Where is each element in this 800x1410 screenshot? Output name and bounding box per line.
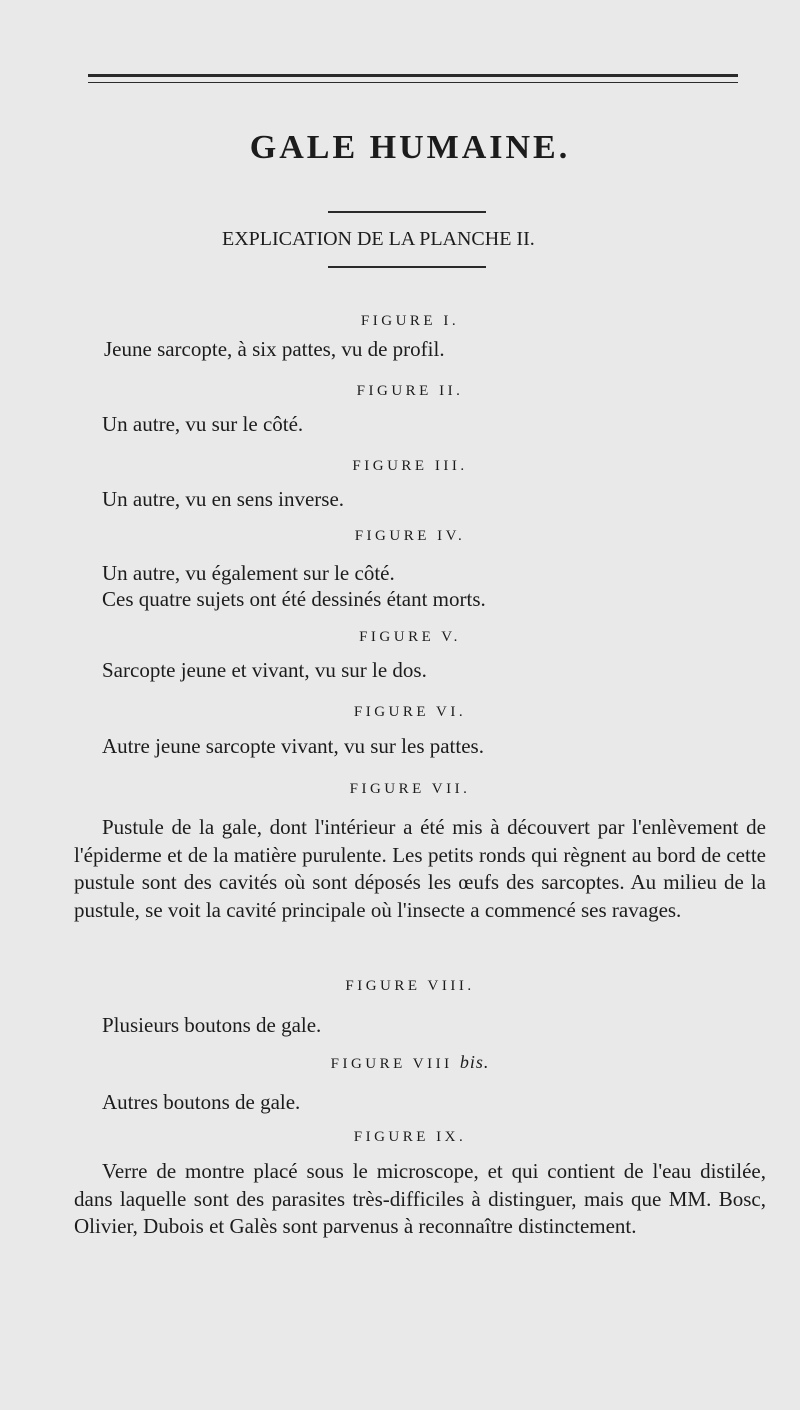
- figure-caption-2: Un autre, vu sur le côté.: [102, 412, 304, 436]
- figure-caption-1: Jeune sarcopte, à six pattes, vu de profil.: [104, 337, 445, 361]
- header-rule-thin: [88, 82, 738, 83]
- subtitle-rule-top: [328, 211, 486, 213]
- figure-heading-4: FIGURE IV.: [354, 528, 466, 544]
- header-rule-thick: [88, 74, 738, 77]
- figure-caption-8: Plusieurs boutons de gale.: [102, 1013, 322, 1037]
- figure-heading-3: FIGURE III.: [352, 458, 468, 474]
- figure-heading-8-bis-main: FIGURE VIII: [330, 1056, 453, 1072]
- figure-caption-5: Sarcopte jeune et vivant, vu sur le dos.: [102, 658, 427, 682]
- page-title: GALE HUMAINE.: [249, 129, 571, 166]
- figure-heading-6: FIGURE VI.: [353, 704, 467, 720]
- figure-caption-4-line-1: Un autre, vu également sur le côté.: [102, 561, 395, 585]
- figure-heading-8-bis: [0, 1052, 800, 1074]
- figure-caption-9: Verre de montre placé sous le microscope, et qui contient de l'eau distilée, dans laquelle sont des parasites très-difficiles à distinguer, mais que MM. Bosc, Olivier, Dubois et Galès sont parvenus à reconnaître distinctement.: [74, 1159, 766, 1238]
- figure-caption-4-line-2: Ces quatre sujets ont été dessinés étant morts.: [102, 587, 486, 611]
- plate-subtitle: EXPLICATION DE LA PLANCHE II.: [222, 228, 535, 250]
- figure-caption-3: Un autre, vu en sens inverse.: [102, 487, 345, 511]
- figure-heading-8-bis-suffix: bis.: [459, 1052, 490, 1072]
- figure-heading-8: FIGURE VIII.: [345, 978, 475, 994]
- figure-heading-1: FIGURE I.: [360, 313, 460, 329]
- figure-caption-7: Pustule de la gale, dont l'intérieur a été mis à découvert par l'enlèvement de l'épiderme et de la matière purulente. Les petits ronds qui règnent au bord de cette pustule sont des cavités où sont déposés les œufs des sarcoptes. Au milieu de la pustule, se voit la cavité principale où l'insecte a commencé ses ravages.: [74, 815, 766, 922]
- figure-heading-7: FIGURE VII.: [349, 781, 471, 797]
- figure-caption-6: Autre jeune sarcopte vivant, vu sur les pattes.: [102, 734, 484, 758]
- subtitle-rule-bottom: [328, 266, 486, 268]
- figure-caption-8-bis: Autres boutons de gale.: [102, 1090, 301, 1114]
- figure-heading-9: FIGURE IX.: [353, 1129, 467, 1145]
- figure-heading-2: FIGURE II.: [356, 383, 464, 399]
- figure-heading-5: FIGURE V.: [359, 629, 461, 645]
